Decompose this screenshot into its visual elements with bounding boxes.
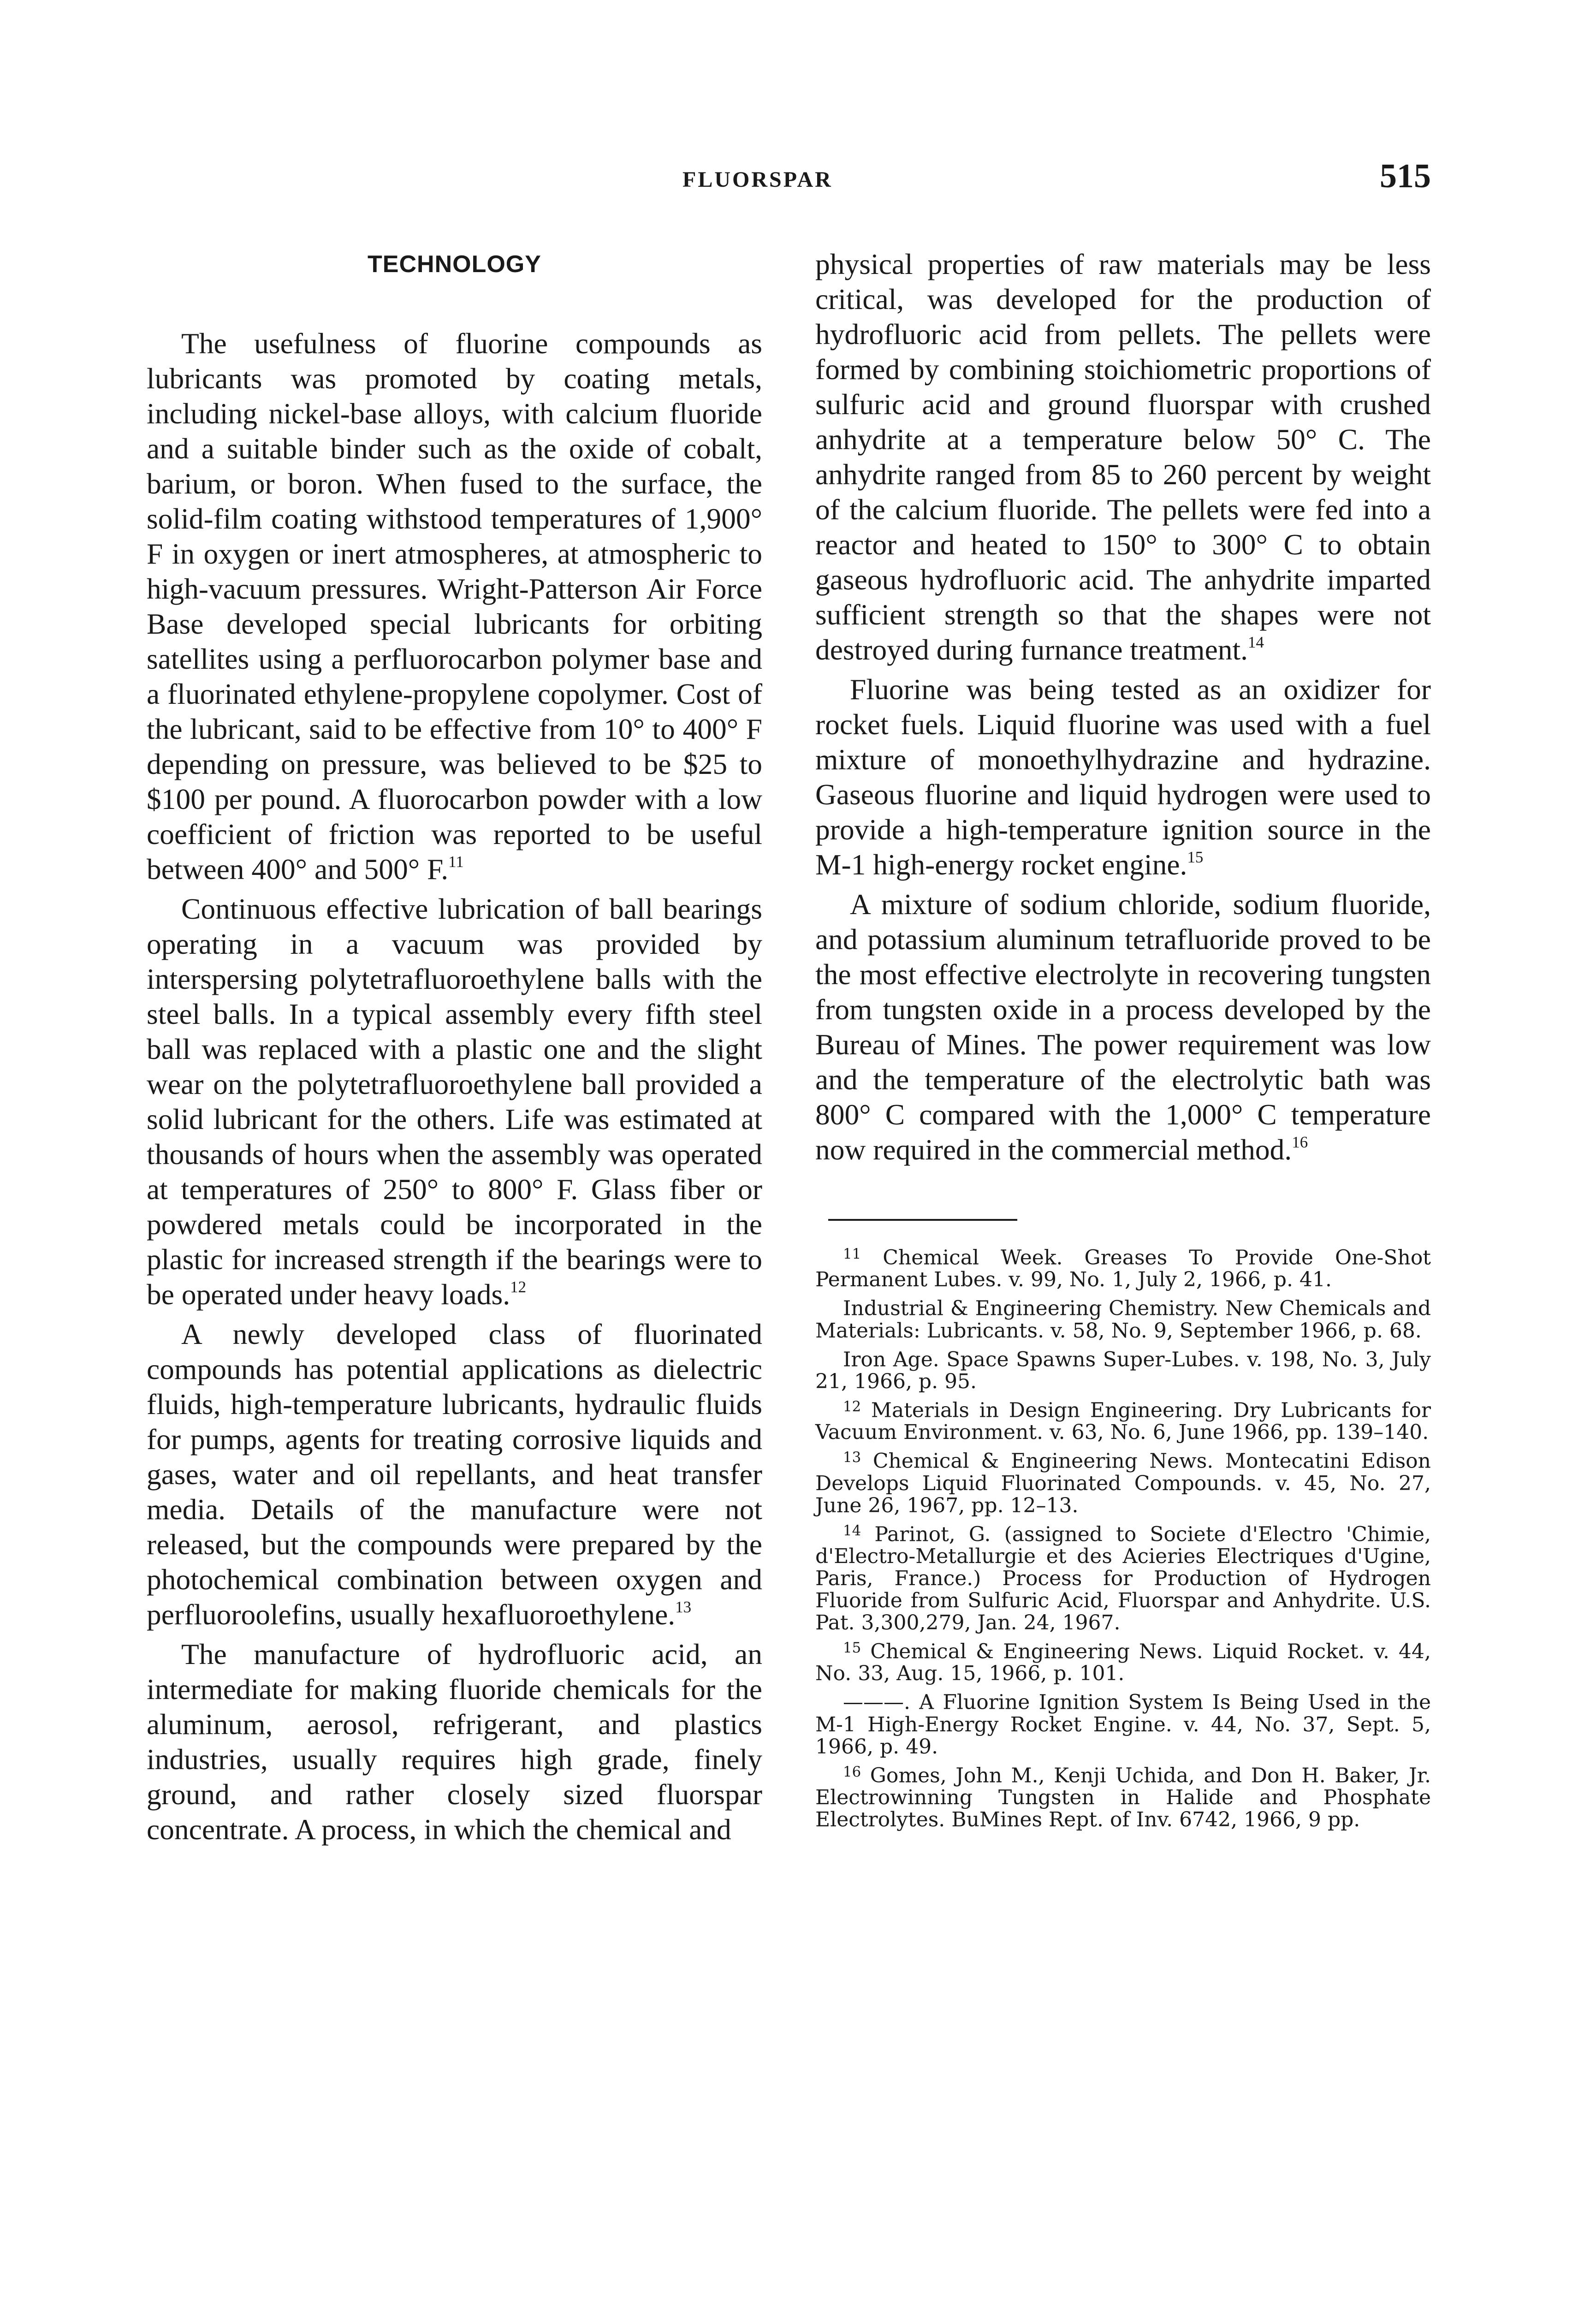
footnote-text: Iron Age. Space Spawns Super-Lubes. v. 198, No. 3, July 21, 1966, p. 95. — [815, 1347, 1431, 1393]
footnote — [815, 1637, 1431, 1685]
footnote-number: 12 — [843, 1398, 861, 1415]
paragraph — [147, 1317, 762, 1632]
paragraph — [815, 887, 1431, 1167]
footnote-text: Industrial & Engineering Chemistry. New Chemicals and Materials: Lubricants. v. 58, No. 9, September 1966, p. 68. — [815, 1296, 1431, 1343]
footnote-divider — [828, 1219, 1017, 1221]
paragraph-text: A mixture of sodium chloride, sodium fluoride, and potassium aluminum tetrafluoride proved to be the most effective electrolyte in recovering tungsten from tungsten oxide in a process developed by the Bureau of Mines. The power requirement was low and the temperature of the electrolytic bath was 800° C compared with the 1,000° C temperature now required in the commercial method. — [815, 888, 1431, 1166]
footnote-number: 13 — [843, 1449, 861, 1466]
footnote-text: Chemical Week. Greases To Provide One-Shot Permanent Lubes. v. 99, No. 1, July 2, 1966, p. 41. — [815, 1246, 1431, 1292]
footnote-ref: 14 — [1248, 633, 1264, 651]
footnote-ref: 15 — [1187, 848, 1204, 866]
footnote-text: Chemical & Engineering News. Liquid Rocket. v. 44, No. 33, Aug. 15, 1966, p. 101. — [815, 1640, 1431, 1686]
page-number: 515 — [1380, 157, 1431, 195]
footnote — [815, 1294, 1431, 1342]
footnote-number: 16 — [843, 1763, 861, 1780]
paragraph-text: physical properties of raw materials may be less critical, was developed for the production of hydrofluoric acid from pellets. The pellets were formed by combining stoichiometric proportions of sulfuric acid and ground fluorspar with crushed anhydrite at a temperature below 50° C. The anhydrite ranged from 85 to 260 percent by weight of the calcium fluoride. The pellets were fed into a reactor and heated to 150° to 300° C to obtain gaseous hydrofluoric acid. The anhydrite imparted sufficient strength so that the shapes were not destroyed during furnance treatment. — [815, 248, 1431, 666]
running-title: FLUORSPAR — [682, 167, 833, 192]
paragraph — [815, 672, 1431, 882]
footnote-number: 15 — [843, 1639, 861, 1656]
running-head — [0, 157, 1596, 208]
footnote-ref: 11 — [448, 852, 464, 871]
footnote-number: 11 — [843, 1246, 861, 1262]
paragraph — [815, 247, 1431, 667]
paragraph-text: Continuous effective lubrication of ball bearings operating in a vacuum was provided by interspersing polytetrafluoroethylene balls with the steel balls. In a typical assembly every fifth steel ball was replaced with a plastic one and the slight wear on the polytetrafluoroethylene ball provided a solid lubricant for the others. Life was estimated at thousands of hours when the assembly was operated at temperatures of 250° to 800° F. Glass fiber or powdered metals could be incorporated in the plastic for increased strength if the bearings were to be operated under heavy loads. — [147, 892, 762, 1311]
footnote-text: Chemical & Engineering News. Montecatini Edison Develops Liquid Fluorinated Compounds. v. 45, No. 27, June 26, 1967, pp. 12–13. — [815, 1449, 1431, 1517]
footnote — [815, 1243, 1431, 1291]
paragraph-text: A newly developed class of fluorinated compounds has potential applications as dielectric fluids, high-temperature lubricants, hydraulic fluids for pumps, agents for treating corrosive liquids and gases, water and oil repellants, and heat transfer media. Details of the manufacture were not released, but the compounds were prepared by the photochemical combination between oxygen and perfluoroolefins, usually hexafluoroethylene. — [147, 1318, 762, 1631]
right-column — [815, 247, 1431, 1834]
left-column — [147, 247, 762, 1847]
footnote — [815, 1520, 1431, 1634]
footnote — [815, 1446, 1431, 1516]
paragraph — [147, 326, 762, 887]
footnote-ref: 13 — [675, 1598, 692, 1616]
footnote-ref: 12 — [510, 1278, 527, 1296]
footnote-text: ———. A Fluorine Ignition System Is Being Used in the M-1 High-Energy Rocket Engine. v. 44, No. 37, Sept. 5, 1966, p. 49. — [815, 1690, 1431, 1759]
footnotes — [815, 1243, 1431, 1831]
footnote — [815, 1396, 1431, 1444]
footnote-text: Materials in Design Engineering. Dry Lubricants for Vacuum Environment. v. 63, No. 6, June 1966, pp. 139–140. — [815, 1398, 1431, 1444]
footnote-text: Gomes, John M., Kenji Uchida, and Don H. Baker, Jr. Electrowinning Tungsten in Halide and Phosphate Electrolytes. BuMines Rept. of Inv. 6742, 1966, 9 pp. — [815, 1763, 1431, 1831]
paragraph — [147, 891, 762, 1312]
paragraph — [147, 1637, 762, 1847]
paragraph-text: The usefulness of fluorine compounds as lubricants was promoted by coating metals, including nickel-base alloys, with calcium fluoride and a suitable binder such as the oxide of cobalt, barium, or boron. When fused to the surface, the solid-film coating withstood temperatures of 1,900° F in oxygen or inert atmospheres, at atmospheric to high-vacuum pressures. Wright-Patterson Air Force Base developed special lubricants for orbiting satellites using a perfluorocarbon polymer base and a fluorinated ethylene-propylene copolymer. Cost of the lubricant, said to be effective from 10° to 400° F depending on pressure, was believed to be $25 to $100 per pound. A fluorocarbon powder with a low coefficient of friction was reported to be useful between 400° and 500° F. — [147, 327, 762, 886]
footnote — [815, 1345, 1431, 1393]
footnote — [815, 1688, 1431, 1758]
paragraph-text: The manufacture of hydrofluoric acid, an intermediate for making fluoride chemicals for the aluminum, aerosol, refrigerant, and plastics industries, usually requires high grade, finely ground, and rather closely sized fluorspar concentrate. A process, in which the chemical and — [147, 1638, 762, 1846]
footnote-number: 14 — [843, 1522, 861, 1539]
paragraph-text: Fluorine was being tested as an oxidizer for rocket fuels. Liquid fluorine was used with a fuel mixture of monoethylhydrazine and hydrazine. Gaseous fluorine and liquid hydrogen were used to provide a high-temperature ignition source in the M-1 high-energy rocket engine. — [815, 673, 1431, 881]
footnote-ref: 16 — [1292, 1133, 1308, 1151]
footnote-text: Parinot, G. (assigned to Societe d'Electro 'Chimie, d'Electro-Metallurgie et des Acieries Electriques d'Ugine, Paris, France.) Process for Production of Hydrogen Fluoride from Sulfuric Acid, Fluorspar and Anhydrite. U.S. Pat. 3,300,279, Jan. 24, 1967. — [815, 1522, 1431, 1634]
footnote — [815, 1761, 1431, 1831]
section-heading: TECHNOLOGY — [368, 251, 541, 278]
